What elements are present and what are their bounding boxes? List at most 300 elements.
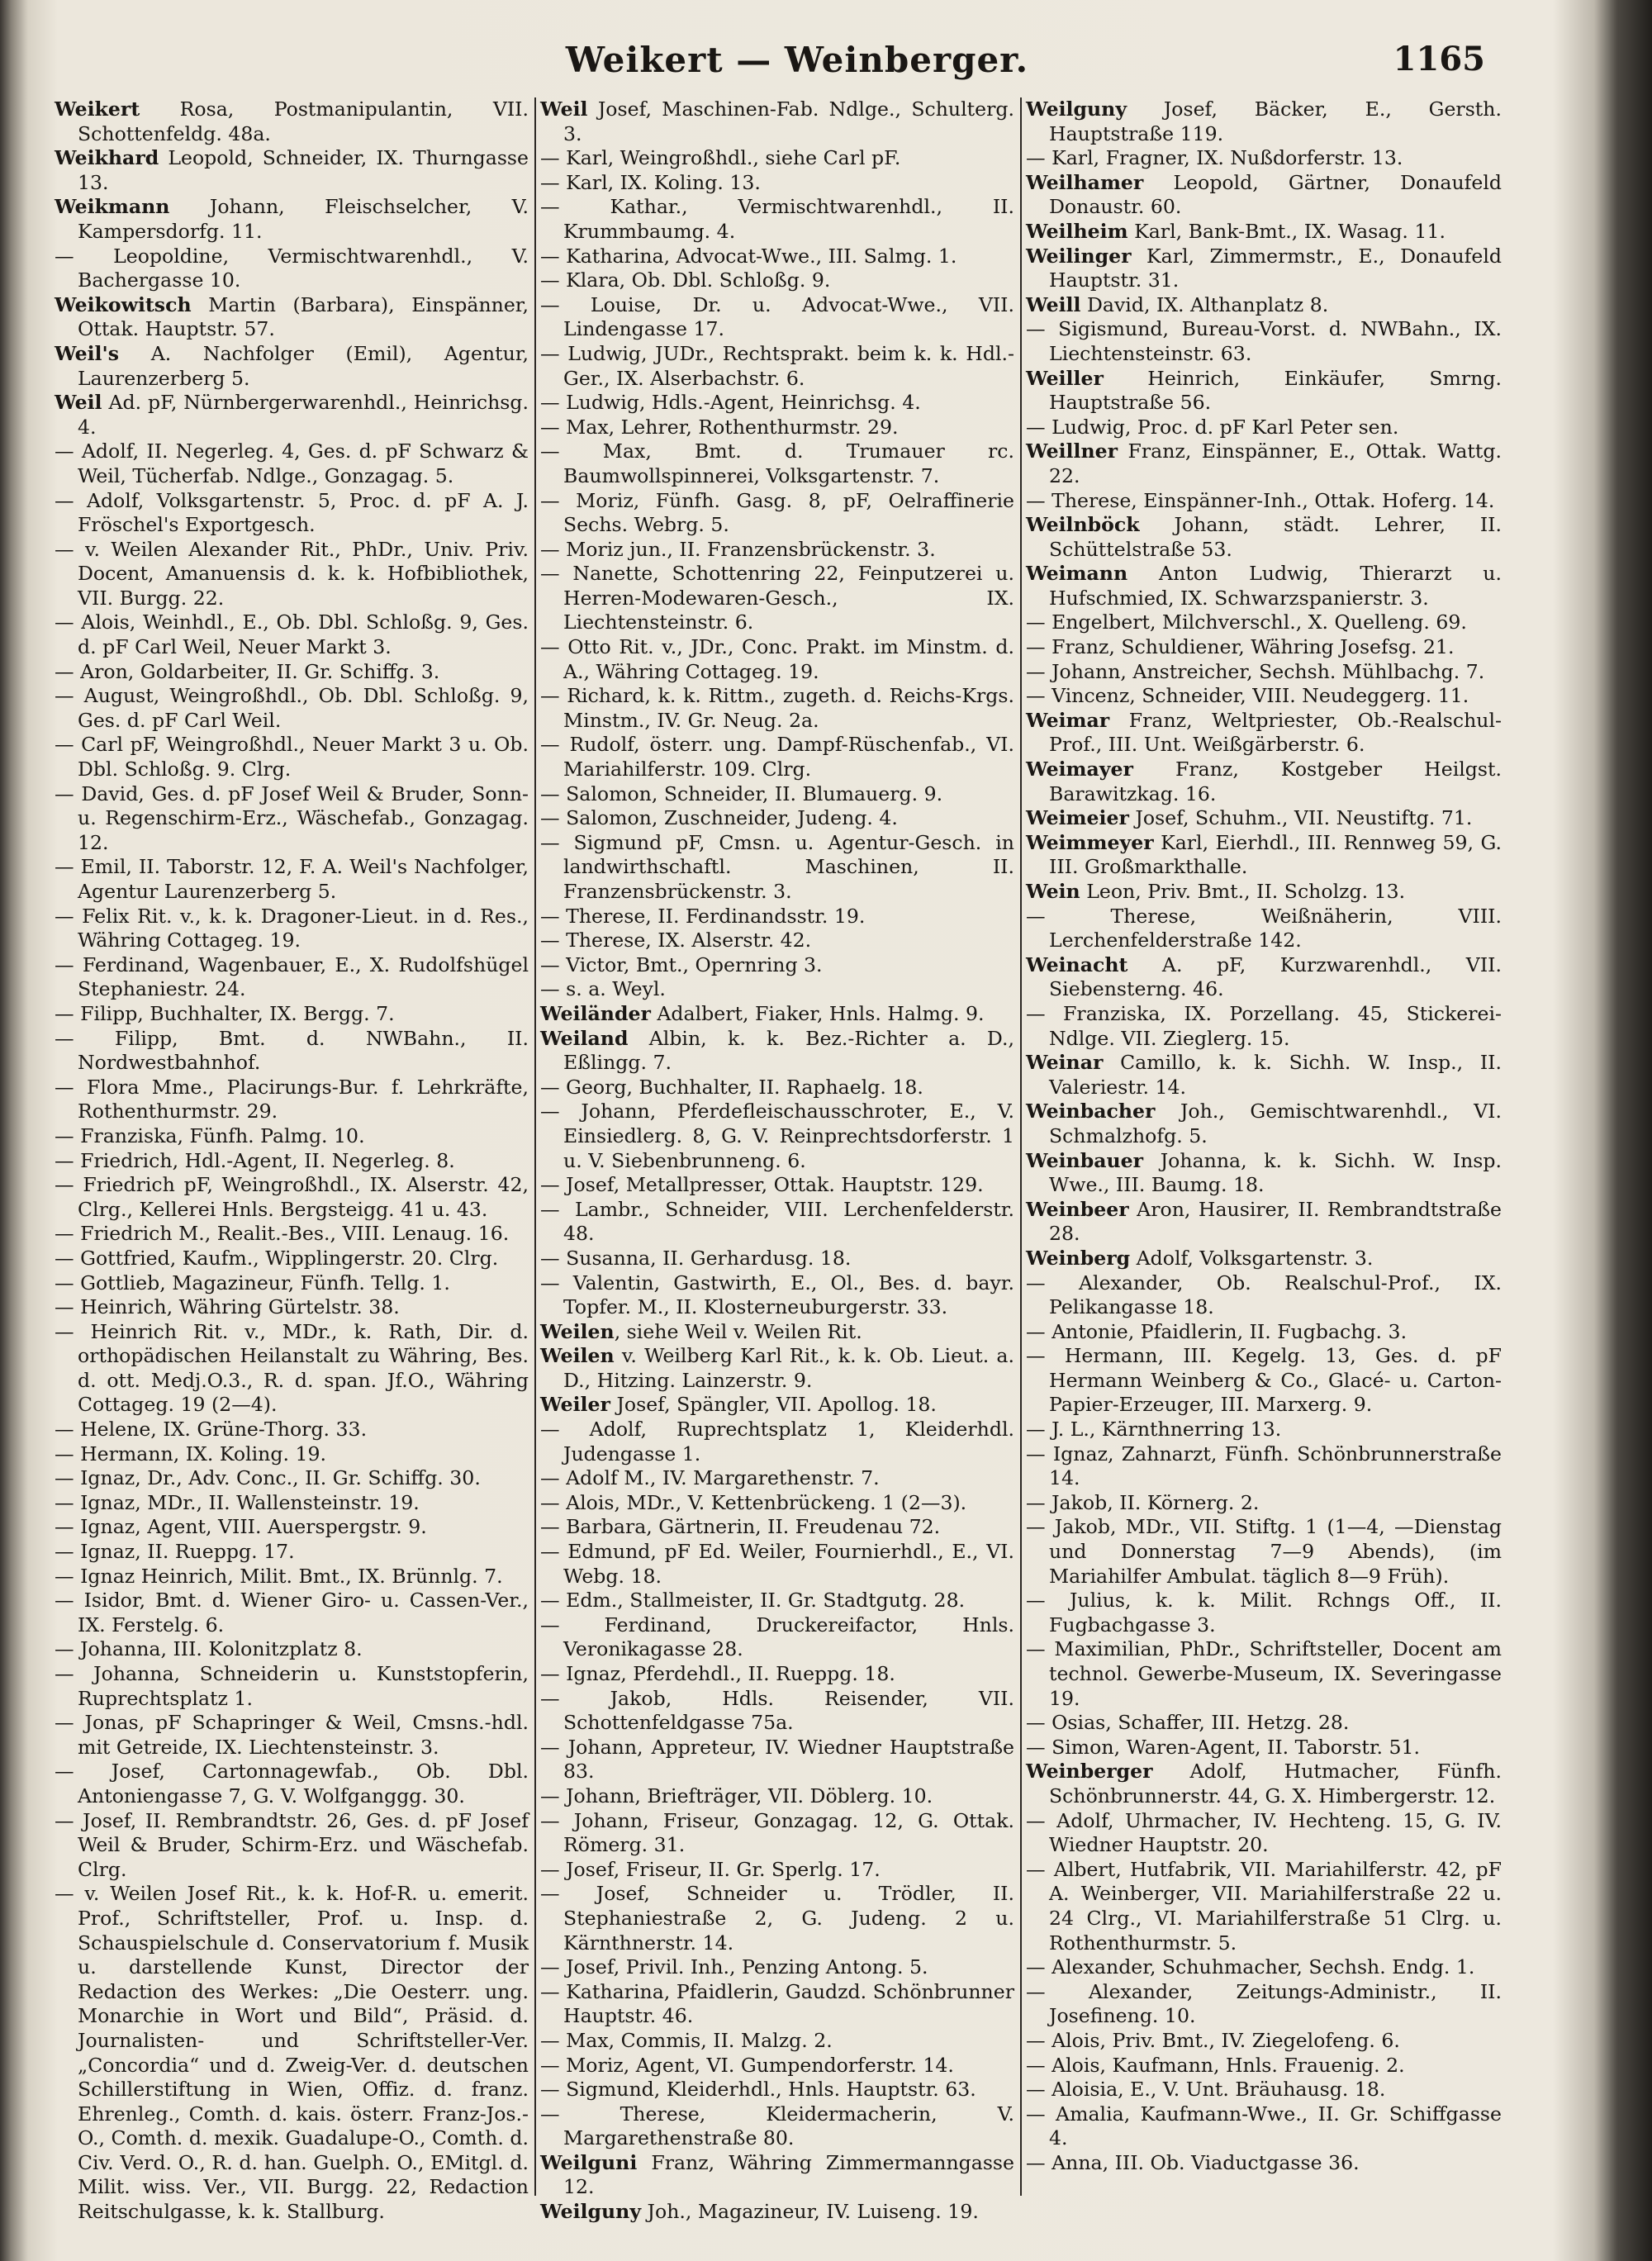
entry-details: — Ignaz, MDr., II. Wallensteinstr. 19. <box>55 1490 420 1514</box>
directory-entry <box>1026 1002 1502 1051</box>
entry-surname: Weinar <box>1026 1051 1104 1075</box>
directory-entry <box>55 1491 529 1516</box>
directory-entry <box>1026 562 1502 610</box>
entry-details: Karl, Eierhdl., III. Rennweg 59, G. III. Großmarkthalle. <box>1049 830 1502 879</box>
directory-entry <box>55 97 529 146</box>
directory-entry <box>1026 416 1502 440</box>
directory-entry <box>540 342 1014 391</box>
entry-details: — J. L., Kärnthnerring 13. <box>1026 1418 1282 1442</box>
directory-entry <box>55 195 529 244</box>
page-number: 1165 <box>1393 40 1485 78</box>
directory-entry <box>1026 684 1502 709</box>
entry-details: — Johann, Anstreicher, Sechsh. Mühlbachg. 7. <box>1026 659 1485 683</box>
directory-entry <box>55 1882 529 2224</box>
directory-entry <box>1026 2029 1502 2054</box>
directory-entry <box>540 2200 1014 2225</box>
entry-details: Franz, Kostgeber Heilgst. Barawitzkag. 16. <box>1049 758 1502 805</box>
entry-details: Franz, Einspänner, E., Ottak. Wattg. 22. <box>1049 439 1502 487</box>
entry-details: Johanna, k. k. Sichh. W. Insp. Wwe., III. Baumg. 18. <box>1049 1148 1502 1197</box>
entry-details: — Josef, Friseur, II. Gr. Sperlg. 17. <box>540 1857 881 1881</box>
directory-entry <box>1026 1515 1502 1589</box>
directory-entry <box>1026 146 1502 171</box>
directory-entry <box>1026 293 1502 318</box>
directory-entry <box>540 1882 1014 1955</box>
entry-details: Albin, k. k. Bez.-Richter a. D., Eßlingg. 7. <box>563 1026 1014 1075</box>
entry-details: — Alois, Priv. Bmt., IV. Ziegelofeng. 6. <box>1026 2028 1400 2052</box>
entry-details: — August, Weingroßhdl., Ob. Dbl. Schloßg. 9, Ges. d. pF Carl Weil. <box>55 684 529 732</box>
directory-entry <box>55 1418 529 1442</box>
entry-surname: Weill <box>1026 292 1081 316</box>
directory-entry <box>55 953 529 1002</box>
entry-details: — Friedrich, Hdl.-Agent, II. Negerleg. 8. <box>55 1148 455 1172</box>
directory-entry <box>55 1760 529 1808</box>
entry-details: — Emil, II. Taborstr. 12, F. A. Weil's Nachfolger, Agentur Laurenzerberg 5. <box>55 855 529 903</box>
directory-entry <box>540 977 1014 1002</box>
directory-entry <box>55 1295 529 1320</box>
directory-entry <box>540 97 1014 146</box>
entry-details: — Julius, k. k. Milit. Rchngs Off., II. Fugbachgasse 3. <box>1026 1589 1502 1636</box>
entry-details: Leopold, Gärtner, Donaufeld Donaustr. 60. <box>1049 170 1502 219</box>
directory-entry <box>1026 489 1502 514</box>
entry-surname: Weiler <box>540 1393 610 1417</box>
directory-entry <box>540 1980 1014 2029</box>
entry-details: — Adolf, Uhrmacher, IV. Hechteng. 15, G. IV. Wiedner Hauptstr. 20. <box>1026 1808 1502 1857</box>
entry-details: — Sigmund pF, Cmsn. u. Agentur-Gesch. in landwirthschaftl. Maschinen, II. Franzensbrückenstr. 3. <box>540 830 1014 903</box>
directory-entry <box>1026 1344 1502 1418</box>
entry-details: Johann, Fleischselcher, V. Kampersdorfg. 11. <box>78 195 529 243</box>
entry-surname: Weinberg <box>1026 1246 1131 1270</box>
directory-entry <box>540 416 1014 440</box>
directory-entry <box>540 538 1014 563</box>
entry-details: — Johann, Briefträger, VII. Döblerg. 10. <box>540 1784 933 1807</box>
entry-details: — Isidor, Bmt. d. Wiener Giro- u. Cassen-Ver., IX. Ferstelg. 6. <box>55 1589 529 1636</box>
entry-details: — Sigmund, Kleiderhdl., Hnls. Hauptstr. 63. <box>540 2078 976 2102</box>
directory-entry <box>1026 1051 1502 1100</box>
entry-details: — Moriz, Fünfh. Gasg. 8, pF, Oelraffinerie Sechs. Webrg. 5. <box>540 488 1014 537</box>
entry-details: — Josef, Cartonnagewfab., Ob. Dbl. Antoniengasse 7, G. V. Wolfganggg. 30. <box>55 1760 529 1807</box>
entry-details: — v. Weilen Alexander Rit., PhDr., Univ. Priv. Docent, Amanuensis d. k. k. Hofbibliothek, VII. Burgg. 22. <box>55 537 529 610</box>
directory-entry <box>540 1247 1014 1271</box>
directory-entry <box>540 684 1014 733</box>
entry-details: — Franz, Schuldiener, Währing Josefsg. 21. <box>1026 635 1455 659</box>
entry-details: — Therese, Weißnäherin, VIII. Lerchenfelderstraße 142. <box>1026 904 1502 952</box>
entry-surname: Weil <box>55 391 102 415</box>
directory-entry <box>540 1344 1014 1393</box>
directory-entry <box>540 1858 1014 1883</box>
entry-details: — Johann, Friseur, Gonzagag. 12, G. Ottak. Römerg. 31. <box>540 1808 1014 1857</box>
entry-details: — Katharina, Pfaidlerin, Gaudzd. Schönbrunner Hauptstr. 46. <box>540 1979 1014 2028</box>
directory-entry <box>540 1589 1014 1613</box>
directory-entry <box>1026 1589 1502 1637</box>
directory-entry <box>540 1736 1014 1784</box>
entry-details: — Ignaz, II. Rueppg. 17. <box>55 1540 295 1564</box>
directory-entry <box>55 1173 529 1222</box>
directory-entry <box>55 1540 529 1565</box>
directory-entry <box>1026 1711 1502 1736</box>
entry-details: — Otto Rit. v., JDr., Conc. Prakt. im Minstm. d. A., Währing Cottageg. 19. <box>540 635 1014 683</box>
entry-details: , siehe Weil v. Weilen Rit. <box>614 1319 862 1343</box>
entry-details: — Adolf M., IV. Margarethenstr. 7. <box>540 1466 880 1490</box>
directory-entry <box>1026 660 1502 685</box>
entry-surname: Weiländer <box>540 1001 651 1025</box>
entry-details: — Josef, Metallpresser, Ottak. Hauptstr. 129. <box>540 1173 984 1197</box>
directory-entry <box>540 905 1014 929</box>
directory-entry <box>540 1198 1014 1247</box>
directory-entry <box>540 245 1014 269</box>
entry-surname: Weilhamer <box>1026 170 1144 194</box>
entry-details: — Max, Lehrer, Rothenthurmstr. 29. <box>540 415 899 439</box>
directory-entry <box>540 2029 1014 2054</box>
directory-entry <box>55 1222 529 1247</box>
directory-entry <box>55 1809 529 1883</box>
entry-surname: Weimar <box>1026 708 1110 732</box>
directory-entry <box>1026 905 1502 953</box>
entry-details: — Aloisia, E., V. Unt. Bräuhausg. 18. <box>1026 2078 1386 2102</box>
entry-details: — Osias, Schaffer, III. Hetzg. 28. <box>1026 1711 1350 1735</box>
entry-details: — Franziska, IX. Porzellang. 45, Stickerei-Ndlge. VII. Zieglerg. 15. <box>1026 1001 1502 1050</box>
directory-entry <box>55 1442 529 1467</box>
entry-surname: Weilguni <box>540 2150 638 2174</box>
entry-details: — Ignaz, Pferdehdl., II. Rueppg. 18. <box>540 1662 895 1685</box>
directory-entry <box>540 1173 1014 1198</box>
entry-surname: Weikhard <box>55 146 159 170</box>
running-head: Weikert — Weinberger. <box>565 40 1029 80</box>
entry-details: A. pF, Kurzwarenhdl., VII. Siebensterng. 46. <box>1049 952 1502 1001</box>
directory-entry <box>1026 953 1502 1002</box>
entry-details: — Simon, Waren-Agent, II. Taborstr. 51. <box>1026 1735 1421 1759</box>
directory-entry <box>55 1711 529 1760</box>
directory-entry <box>540 171 1014 196</box>
directory-entry <box>55 905 529 953</box>
directory-entry <box>540 1320 1014 1345</box>
directory-entry <box>1026 1271 1502 1320</box>
directory-entry <box>540 782 1014 807</box>
directory-entry <box>55 1124 529 1149</box>
entry-surname: Weinbeer <box>1026 1197 1129 1221</box>
entry-details: Martin (Barbara), Einspänner, Ottak. Hauptstr. 57. <box>78 292 529 341</box>
directory-entry <box>1026 1247 1502 1271</box>
directory-entry <box>1026 1955 1502 1980</box>
directory-entry <box>55 610 529 659</box>
entry-details: — Vincenz, Schneider, VIII. Neudeggerg. 11. <box>1026 684 1469 708</box>
entry-details: — Flora Mme., Placirungs-Bur. f. Lehrkräfte, Rothenthurmstr. 29. <box>55 1075 529 1123</box>
entry-surname: Weimann <box>1026 562 1128 586</box>
entry-details: — Edmund, pF Ed. Weiler, Fournierhdl., E., VI. Webg. 18. <box>540 1540 1014 1588</box>
entry-details: — Moriz jun., II. Franzensbrückenstr. 3. <box>540 537 936 561</box>
directory-entry <box>540 1955 1014 1980</box>
directory-entry <box>540 1491 1014 1516</box>
directory-entry <box>540 2151 1014 2200</box>
directory-entry <box>1026 635 1502 660</box>
directory-entry <box>540 2078 1014 2102</box>
entry-details: — Gottfried, Kaufm., Wipplingerstr. 20. Clrg. <box>55 1246 499 1270</box>
directory-entry <box>1026 709 1502 758</box>
directory-entry <box>1026 1198 1502 1247</box>
directory-entry <box>1026 317 1502 366</box>
entry-details: — Moriz, Agent, VI. Gumpendorferstr. 14. <box>540 2053 954 2077</box>
directory-entry <box>1026 880 1502 905</box>
entry-details: — Josef, II. Rembrandtstr. 26, Ges. d. pF Josef Weil & Bruder, Schirm-Erz. und Wäschefab. Clrg. <box>55 1808 529 1881</box>
entry-details: — Carl pF, Weingroßhdl., Neuer Markt 3 u. Ob. Dbl. Schloßg. 9. Clrg. <box>55 733 529 781</box>
directory-entry <box>55 1247 529 1271</box>
entry-details: Adolf, Volksgartenstr. 3. <box>1130 1246 1374 1270</box>
entry-details: — Heinrich, Währing Gürtelstr. 38. <box>55 1295 400 1319</box>
entry-details: — Barbara, Gärtnerin, II. Freudenau 72. <box>540 1515 941 1539</box>
entry-details: — Ignaz, Zahnarzt, Fünfh. Schönbrunnerstraße 14. <box>1026 1442 1502 1490</box>
entry-details: — Edm., Stallmeister, II. Gr. Stadtgutg. 28. <box>540 1589 966 1613</box>
entry-details: — Anna, III. Ob. Viaductgasse 36. <box>1026 2150 1360 2174</box>
entry-surname: Weilen <box>540 1319 615 1343</box>
directory-entry <box>540 1662 1014 1687</box>
directory-entry <box>55 439 529 488</box>
entry-surname: Weinberger <box>1026 1760 1153 1784</box>
directory-entry <box>540 1271 1014 1320</box>
entry-details: — v. Weilen Josef Rit., k. k. Hof-R. u. emerit. Prof., Schriftsteller, Prof. u. Insp. d. Schauspielschule d. Conservatorium f. Musik u. darstellende Kunst, Director der Redaction des Werkes: „Die Oesterr. ung. Monarchie in Wort und Bild“, Präsid. d. Journalisten- und Schriftsteller-Ver. „Concordia“ und d. Zweig-Ver. d. deutschen Schillerstiftung in Wien, Offiz. d. franz. Ehrenleg., Comth. d. kais. österr. Franz-Jos.-O., Comth. d. mexik. Guadalupe-O., Comth. d. Civ. Verd. O., R. d. han. Guelph. O., EMitgl. d. Milit. wiss. Ver., VII. Burgg. 22, Redaction Reitschulgasse, k. k. Stallburg. <box>55 1882 529 2224</box>
entry-details: — s. a. Weyl. <box>540 977 666 1001</box>
entry-surname: Weilguny <box>540 2200 642 2224</box>
page-header <box>0 40 1594 97</box>
directory-entry <box>1026 1980 1502 2029</box>
entry-details: — Ferdinand, Wagenbauer, E., X. Rudolfshügel Stephaniestr. 24. <box>55 952 529 1001</box>
entry-details: — Johann, Pferdefleischausschroter, E., V. Einsiedlerg. 8, G. V. Reinprechtsdorferstr. 1 u. V. Siebenbrunneng. 6. <box>540 1100 1014 1172</box>
directory-entry <box>1026 1637 1502 1711</box>
directory-entry <box>1026 1320 1502 1345</box>
directory-entry <box>55 733 529 781</box>
directory-column-3 <box>1026 97 1502 2200</box>
entry-surname: Weil <box>540 97 588 121</box>
entry-details: — Valentin, Gastwirth, E., Ol., Bes. d. bayr. Topfer. M., II. Klosterneuburgerstr. 33. <box>540 1271 1014 1319</box>
entry-details: — Helene, IX. Grüne-Thorg. 33. <box>55 1418 368 1442</box>
entry-surname: Weillner <box>1026 439 1118 463</box>
entry-details: — Karl, IX. Koling. 13. <box>540 170 761 194</box>
entry-details: — Alois, MDr., V. Kettenbrückeng. 1 (2—3). <box>540 1490 967 1514</box>
directory-entry <box>55 1515 529 1540</box>
entry-surname: Weikowitsch <box>55 292 192 316</box>
directory-entry <box>55 342 529 391</box>
entry-details: — Nanette, Schottenring 22, Feinputzerei u. Herren-Modewaren-Gesch., IX. Liechtensteinstr. 6. <box>540 562 1014 634</box>
entry-details: Rosa, Postmanipulantin, VII. Schottenfeldg. 48a. <box>78 97 529 145</box>
directory-entry <box>55 1027 529 1076</box>
entry-details: Josef, Spängler, VII. Apollog. 18. <box>610 1393 937 1417</box>
directory-entry <box>540 268 1014 293</box>
directory-entry <box>1026 1809 1502 1858</box>
entry-details: Johann, städt. Lehrer, II. Schüttelstraße 53. <box>1049 513 1502 561</box>
directory-entry <box>540 2054 1014 2078</box>
entry-details: — Josef, Privil. Inh., Penzing Antong. 5. <box>540 1955 928 1979</box>
directory-entry <box>1026 831 1502 880</box>
entry-details: Franz, Währing Zimmermanngasse 12. <box>563 2150 1014 2199</box>
entry-details: — Maximilian, PhDr., Schriftsteller, Docent am technol. Gewerbe-Museum, IX. Severingasse 19. <box>1026 1637 1502 1710</box>
entry-details: Josef, Bäcker, E., Gersth. Hauptstraße 119. <box>1049 97 1502 145</box>
directory-entry <box>540 929 1014 953</box>
directory-entry <box>540 831 1014 905</box>
directory-entry <box>55 684 529 733</box>
entry-details: Ad. pF, Nürnbergerwarenhdl., Heinrichsg. 4. <box>78 391 529 439</box>
entry-details: v. Weilberg Karl Rit., k. k. Ob. Lieut. a. D., Hitzing. Lainzerstr. 9. <box>563 1344 1014 1392</box>
directory-entry <box>55 1076 529 1124</box>
entry-details: — Adolf, Ruprechtsplatz 1, Kleiderhdl. Judengasse 1. <box>540 1418 1014 1465</box>
entry-details: — Filipp, Bmt. d. NWBahn., II. Nordwestbahnhof. <box>55 1026 529 1075</box>
directory-entry <box>55 391 529 439</box>
entry-details: — Alexander, Zeitungs-Administr., II. Josefineng. 10. <box>1026 1979 1502 2028</box>
entry-details: — Ferdinand, Druckereifactor, Hnls. Veronikagasse 28. <box>540 1613 1014 1661</box>
directory-entry <box>1026 1100 1502 1148</box>
entry-details: Adolf, Hutmacher, Fünfh. Schönbrunnerstr. 44, G. X. Himbergerstr. 12. <box>1049 1760 1502 1807</box>
directory-entry <box>540 195 1014 244</box>
entry-details: — Aron, Goldarbeiter, II. Gr. Schiffg. 3. <box>55 659 440 683</box>
directory-entry <box>1026 2102 1502 2151</box>
entry-details: A. Nachfolger (Emil), Agentur, Laurenzerberg 5. <box>78 341 529 390</box>
entry-details: — Jakob, II. Körnerg. 2. <box>1026 1490 1260 1514</box>
entry-details: — Georg, Buchhalter, II. Raphaelg. 18. <box>540 1075 923 1099</box>
entry-details: — Ludwig, Proc. d. pF Karl Peter sen. <box>1026 415 1399 439</box>
directory-entry <box>55 538 529 611</box>
entry-details: — Hermann, III. Kegelg. 13, Ges. d. pF Hermann Weinberg & Co., Glacé- u. Carton-Papier-Erzeuger, III. Marxerg. 9. <box>1026 1344 1502 1417</box>
entry-surname: Weilinger <box>1026 244 1132 268</box>
directory-entry <box>540 489 1014 538</box>
entry-details: — Engelbert, Milchverschl., X. Quelleng. 69. <box>1026 610 1467 634</box>
entry-surname: Weinacht <box>1026 952 1128 976</box>
entry-details: Joh., Gemischtwarenhdl., VI. Schmalzhofg. 5. <box>1049 1100 1502 1147</box>
entry-details: — Johann, Appreteur, IV. Wiedner Hauptstraße 83. <box>540 1735 1014 1784</box>
directory-entry <box>1026 1736 1502 1760</box>
entry-details: — Heinrich Rit. v., MDr., k. Rath, Dir. d. orthopädischen Heilanstalt zu Währing, Bes. d. ott. Medj.O.3., R. d. span. Jf.O., Währing Cottageg. 19 (2—4). <box>55 1319 529 1417</box>
entry-details: — Karl, Weingroßhdl., siehe Carl pF. <box>540 146 901 170</box>
directory-entry <box>55 146 529 195</box>
directory-entry <box>1026 439 1502 488</box>
entry-details: — Alois, Kaufmann, Hnls. Frauenig. 2. <box>1026 2053 1405 2077</box>
entry-details: Josef, Schuhm., VII. Neustiftg. 71. <box>1128 806 1473 830</box>
entry-details: — Jakob, MDr., VII. Stiftg. 1 (1—4, —Dienstag und Donnerstag 7—9 Abends), (im Mariahilfer Ambulat. täglich 8—9 Früh). <box>1026 1515 1502 1588</box>
entry-details: Karl, Zimmermstr., E., Donaufeld Hauptstr. 31. <box>1049 244 1502 292</box>
entry-details: — Ignaz, Agent, VIII. Auerspergstr. 9. <box>55 1515 427 1539</box>
entry-details: — Adolf, II. Negerleg. 4, Ges. d. pF Schwarz & Weil, Tücherfab. Ndlge., Gonzagag. 5. <box>55 439 529 487</box>
entry-details: Heinrich, Einkäufer, Smrng. Hauptstraße 56. <box>1049 366 1502 415</box>
directory-entry <box>55 1271 529 1296</box>
entry-details: — Josef, Schneider u. Trödler, II. Stephaniestraße 2, G. Judeng. 2 u. Kärnthnerstr. 14. <box>540 1882 1014 1955</box>
entry-details: — Adolf, Volksgartenstr. 5, Proc. d. pF A. J. Fröschel's Exportgesch. <box>55 488 529 537</box>
entry-surname: Weikmann <box>55 195 170 219</box>
entry-details: Aron, Hausirer, II. Rembrandtstraße 28. <box>1049 1197 1502 1246</box>
directory-entry <box>540 439 1014 488</box>
directory-entry <box>540 1027 1014 1076</box>
entry-details: — Therese, IX. Alserstr. 42. <box>540 929 812 952</box>
entry-surname: Weinbacher <box>1026 1100 1156 1123</box>
directory-entry <box>540 1418 1014 1466</box>
entry-surname: Weimmeyer <box>1026 830 1154 854</box>
entry-details: — Max, Commis, II. Malzg. 2. <box>540 2028 833 2052</box>
entry-details: Adalbert, Fiaker, Hnls. Halmg. 9. <box>650 1001 985 1025</box>
entry-details: Camillo, k. k. Sichh. W. Insp., II. Valeriestr. 14. <box>1049 1051 1502 1099</box>
entry-details: — Friedrich M., Realit.-Bes., VIII. Lenaug. 16. <box>55 1222 510 1246</box>
entry-details: — Ludwig, JUDr., Rechtsprakt. beim k. k. Hdl.-Ger., IX. Alserbachstr. 6. <box>540 341 1014 390</box>
directory-entry <box>55 1565 529 1589</box>
entry-details: — Ignaz, Dr., Adv. Conc., II. Gr. Schiffg. 30. <box>55 1466 481 1490</box>
directory-entry <box>540 635 1014 684</box>
entry-details: Josef, Maschinen-Fab. Ndlge., Schulterg. 3. <box>563 97 1014 145</box>
directory-entry <box>540 391 1014 416</box>
entry-details: — Salomon, Schneider, II. Blumauerg. 9. <box>540 781 943 805</box>
entry-details: — Ludwig, Hdls.-Agent, Heinrichsg. 4. <box>540 391 921 415</box>
entry-surname: Weil's <box>55 341 120 365</box>
directory-entry <box>1026 1858 1502 1955</box>
entry-details: — Therese, Kleidermacherin, V. Margarethenstraße 80. <box>540 2102 1014 2150</box>
entry-surname: Weimeier <box>1026 806 1129 830</box>
directory-entry <box>540 1100 1014 1173</box>
directory-entry <box>1026 2151 1502 2176</box>
directory-column-2 <box>540 97 1014 2224</box>
directory-entry <box>540 1687 1014 1736</box>
directory-entry <box>1026 97 1502 146</box>
directory-entry <box>540 1540 1014 1589</box>
directory-entry <box>1026 1491 1502 1516</box>
entry-details: Joh., Magazineur, IV. Luiseng. 19. <box>641 2200 979 2224</box>
directory-entry <box>55 660 529 685</box>
directory-entry <box>540 562 1014 635</box>
directory-entry <box>1026 171 1502 220</box>
directory-columns <box>55 97 1502 2224</box>
directory-entry <box>1026 1418 1502 1442</box>
entry-details: — Jakob, Hdls. Reisender, VII. Schottenfeldgasse 75a. <box>540 1686 1014 1735</box>
entry-surname: Weilguny <box>1026 97 1127 121</box>
entry-details: — Gottlieb, Magazineur, Fünfh. Tellg. 1. <box>55 1271 450 1294</box>
directory-entry <box>55 293 529 342</box>
directory-entry <box>540 1784 1014 1809</box>
entry-details: — Kathar., Vermischtwarenhdl., II. Krummbaumg. 4. <box>540 195 1014 243</box>
entry-details: — Jonas, pF Schapringer & Weil, Cmsns.-hdl. mit Getreide, IX. Liechtensteinstr. 3. <box>55 1711 529 1759</box>
entry-details: — Richard, k. k. Rittm., zugeth. d. Reichs-Krgs. Minstm., IV. Gr. Neug. 2a. <box>540 684 1014 732</box>
directory-column-1 <box>55 97 529 2224</box>
entry-details: — Friedrich pF, Weingroßhdl., IX. Alserstr. 42, Clrg., Kellerei Hnls. Bergsteigg. 41 u. 43. <box>55 1173 529 1221</box>
directory-entry <box>55 1320 529 1418</box>
entry-details: Karl, Bank-Bmt., IX. Wasag. 11. <box>1127 219 1446 243</box>
directory-entry <box>1026 758 1502 806</box>
entry-details: — Susanna, II. Gerhardusg. 18. <box>540 1246 852 1270</box>
entry-details: — Amalia, Kaufmann-Wwe., II. Gr. Schiffgasse 4. <box>1026 2102 1502 2150</box>
directory-entry <box>55 245 529 293</box>
directory-entry <box>540 733 1014 781</box>
entry-details: — Albert, Hutfabrik, VII. Mariahilferstr. 42, pF A. Weinberger, VII. Mariahilferstraße 22 u. 24 Clrg., VI. Mariahilferstraße 51 Clrg. u. Rothenthurmstr. 5. <box>1026 1857 1502 1955</box>
entry-details: Anton Ludwig, Thierarzt u. Hufschmied, IX. Schwarzspanierstr. 3. <box>1049 562 1502 610</box>
directory-entry <box>1026 806 1502 831</box>
entry-surname: Weilen <box>540 1344 615 1368</box>
entry-details: — Hermann, IX. Koling. 19. <box>55 1442 326 1465</box>
directory-entry <box>540 1515 1014 1540</box>
entry-details: — Sigismund, Bureau-Vorst. d. NWBahn., IX. Liechtensteinstr. 63. <box>1026 317 1502 365</box>
directory-entry <box>1026 1442 1502 1491</box>
entry-surname: Weilnböck <box>1026 513 1140 537</box>
entry-details: — Filipp, Buchhalter, IX. Bergg. 7. <box>55 1001 395 1025</box>
directory-entry <box>1026 2078 1502 2102</box>
entry-details: — Johanna, Schneiderin u. Kunststopferin, Ruprechtsplatz 1. <box>55 1662 529 1710</box>
directory-entry <box>540 146 1014 171</box>
directory-entry <box>55 1466 529 1491</box>
directory-entry <box>1026 220 1502 245</box>
entry-surname: Weiller <box>1026 366 1104 390</box>
directory-entry <box>540 806 1014 831</box>
entry-details: — Ignaz Heinrich, Milit. Bmt., IX. Brünnlg. 7. <box>55 1564 503 1588</box>
directory-entry <box>55 489 529 538</box>
directory-entry <box>540 1076 1014 1100</box>
entry-details: — Karl, Fragner, IX. Nußdorferstr. 13. <box>1026 146 1403 170</box>
entry-details: — Katharina, Advocat-Wwe., III. Salmg. 1. <box>540 244 957 268</box>
entry-surname: Weiland <box>540 1026 629 1050</box>
directory-entry <box>55 1589 529 1637</box>
directory-entry <box>55 1149 529 1174</box>
directory-entry <box>55 782 529 856</box>
entry-details: Franz, Weltpriester, Ob.-Realschul-Prof., III. Unt. Weißgärberstr. 6. <box>1049 708 1502 757</box>
entry-details: — Lambr., Schneider, VIII. Lerchenfelderstr. 48. <box>540 1197 1014 1246</box>
